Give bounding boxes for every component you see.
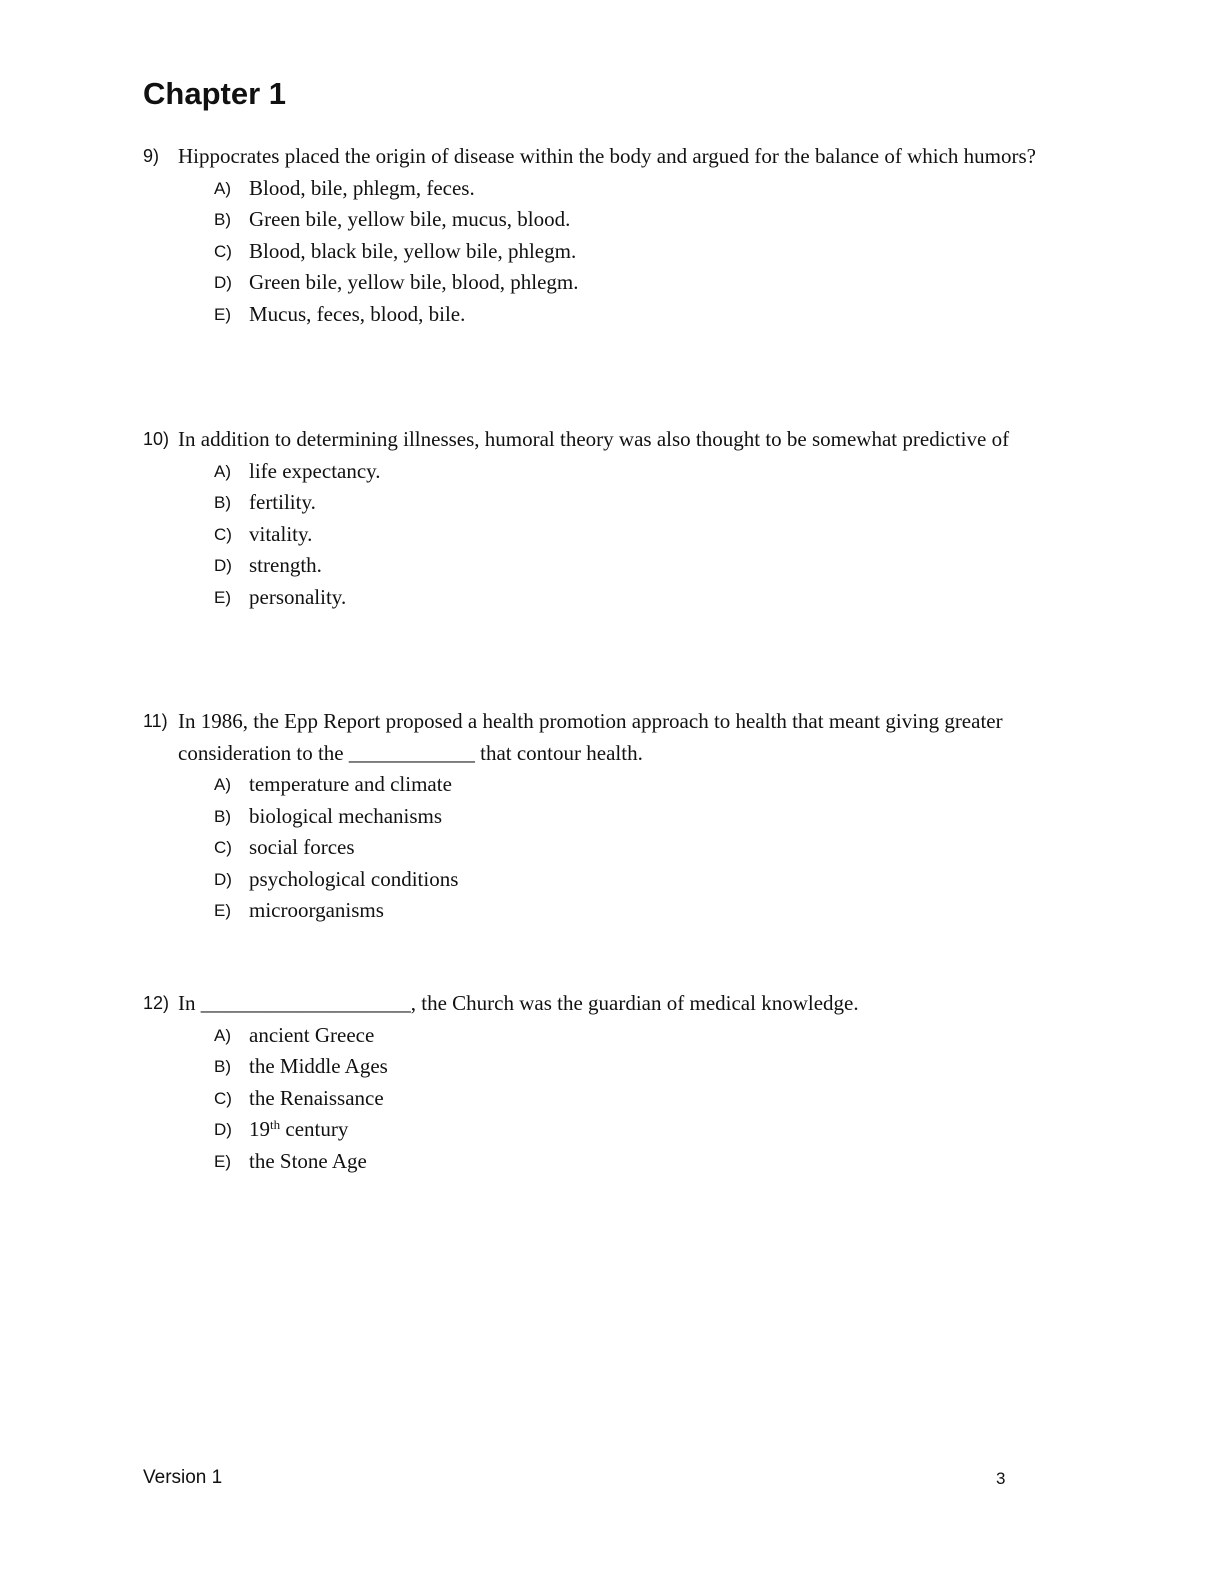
choice-a xyxy=(143,173,1083,205)
choice-text: strength. xyxy=(249,553,322,578)
choice-letter: B) xyxy=(214,210,231,230)
choice-letter: C) xyxy=(214,838,232,858)
choice-letter: A) xyxy=(214,178,231,198)
question-text: Hippocrates placed the origin of disease within the body and argued for the balance of which humors? xyxy=(178,144,1037,168)
choice-text: psychological conditions xyxy=(249,866,459,891)
choice-c xyxy=(143,519,1083,551)
question-stem xyxy=(143,988,1083,1020)
question-stem xyxy=(143,706,1083,769)
question-11 xyxy=(143,706,1083,927)
choice-d xyxy=(143,1114,1083,1146)
choice-letter: A) xyxy=(214,461,231,481)
chapter-title: Chapter 1 xyxy=(143,76,286,111)
choice-letter: D) xyxy=(214,273,232,293)
footer-version: Version 1 xyxy=(143,1467,223,1488)
choice-a xyxy=(143,456,1083,488)
choice-a xyxy=(143,769,1083,801)
choice-text: temperature and climate xyxy=(249,772,452,796)
choice-b xyxy=(143,204,1083,236)
choice-text: ancient Greece xyxy=(249,1022,375,1047)
choice-a xyxy=(143,1020,1083,1052)
choice-b xyxy=(143,487,1083,519)
choice-letter: D) xyxy=(214,556,232,576)
choice-letter: A) xyxy=(214,1025,231,1045)
choice-text: the Middle Ages xyxy=(249,1054,388,1079)
choice-letter: D) xyxy=(214,869,232,889)
question-12 xyxy=(143,988,1083,1177)
answer-choices xyxy=(143,173,1083,331)
footer-page-number: 3 xyxy=(996,1469,1006,1488)
choice-letter: E) xyxy=(214,587,231,607)
choice-c xyxy=(143,1083,1083,1115)
question-text: In ____________________, the Church was the guardian of medical knowledge. xyxy=(178,991,859,1015)
choice-e xyxy=(143,582,1083,614)
choice-letter: C) xyxy=(214,524,232,544)
question-stem xyxy=(143,141,1083,173)
choice-letter: C) xyxy=(214,1088,232,1108)
choice-text: microorganisms xyxy=(249,898,384,923)
question-number: 12) xyxy=(143,993,170,1013)
choice-text: the Renaissance xyxy=(249,1085,384,1110)
answer-choices xyxy=(143,1020,1083,1178)
choice-b xyxy=(143,801,1083,833)
choice-d xyxy=(143,550,1083,582)
question-10 xyxy=(143,424,1083,613)
choice-letter: B) xyxy=(214,806,231,826)
choice-d xyxy=(143,864,1083,896)
choice-text: Blood, black bile, yellow bile, phlegm. xyxy=(249,238,577,263)
choice-text-suffix: century xyxy=(280,1117,349,1142)
choice-text: 19 xyxy=(249,1117,270,1142)
choice-e xyxy=(143,299,1083,331)
question-9 xyxy=(143,141,1083,330)
choice-letter: E) xyxy=(214,901,231,921)
choice-text: fertility. xyxy=(249,490,316,515)
choice-letter: D) xyxy=(214,1120,232,1140)
choice-c xyxy=(143,832,1083,864)
answer-choices xyxy=(143,456,1083,614)
choice-c xyxy=(143,236,1083,268)
choice-superscript: th xyxy=(270,1117,281,1133)
choice-text: the Stone Age xyxy=(249,1148,367,1173)
choice-text: Mucus, feces, blood, bile. xyxy=(249,301,466,326)
choice-text: vitality. xyxy=(249,521,313,546)
choice-letter: A) xyxy=(214,775,231,794)
answer-choices xyxy=(143,769,1083,927)
choice-text: life expectancy. xyxy=(249,458,381,483)
choice-text: biological mechanisms xyxy=(249,803,443,828)
question-text: In 1986, the Epp Report proposed a health promotion approach to health that meant giving greater consideration to the ____________ that contour health. xyxy=(178,709,1003,765)
choice-letter: E) xyxy=(214,1151,231,1171)
choice-text: personality. xyxy=(249,584,347,609)
question-number: 9) xyxy=(143,146,160,166)
question-text: In addition to determining illnesses, humoral theory was also thought to be somewhat predictive of xyxy=(178,427,1010,451)
choice-d xyxy=(143,267,1083,299)
choice-text: social forces xyxy=(249,835,355,860)
question-number: 11) xyxy=(143,711,168,731)
choice-letter: C) xyxy=(214,241,232,261)
choice-e xyxy=(143,895,1083,927)
choice-text: Blood, bile, phlegm, feces. xyxy=(249,175,475,200)
question-number: 10) xyxy=(143,429,170,449)
choice-text: Green bile, yellow bile, mucus, blood. xyxy=(249,207,571,232)
choice-letter: B) xyxy=(214,493,231,513)
question-stem xyxy=(143,424,1083,456)
choice-b xyxy=(143,1051,1083,1083)
choice-text: Green bile, yellow bile, blood, phlegm. xyxy=(249,270,579,295)
choice-letter: B) xyxy=(214,1057,231,1077)
choice-letter: E) xyxy=(214,304,231,324)
choice-e xyxy=(143,1146,1083,1178)
